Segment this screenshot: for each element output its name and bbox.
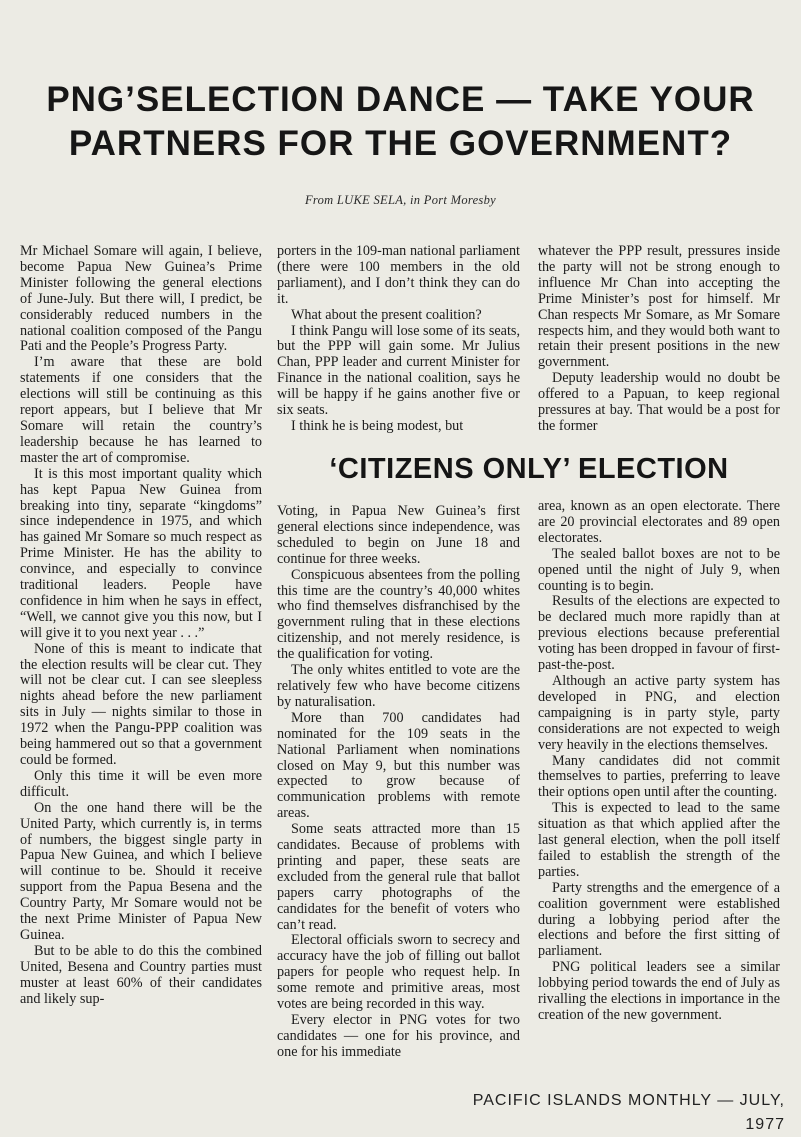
paragraph: On the one hand there will be the United Party, which currently is, in terms of numbers, the biggest single party in Papua New Guinea, and which I believe will continue to be. Should it receive support from the Papua Besena and the Country Party, Mr Somare would not be the next Prime Minister of Papua New Guinea. [20, 799, 262, 943]
paragraph: Conspicuous absentees from the polling this time are the country’s 40,000 whites who find themselves disfranchised by the government ruling that in these elections citizenship, and not merely residence, is the qualification for voting. [277, 566, 520, 663]
paragraph: area, known as an open electorate. There are 20 provincial electorates and 89 open electorates. [538, 498, 780, 546]
article-column-3 [538, 244, 780, 442]
paragraph: I’m aware that these are bold statements if one considers that the elections will still be continuing as this report appears, but I believe that Mr Somare will retain the country’s leadership because he has learned to master the art of compromise. [20, 354, 262, 466]
paragraph: Mr Michael Somare will again, I believe, become Papua New Guinea’s Prime Minister following the general elections of June-July. But there will, I predict, be considerably reduced numbers in the national coalition composed of the Pangu Pati and the People’s Progress Party. [20, 243, 262, 355]
paragraph: It is this most important quality which has kept Papua New Guinea from breaking into tiny, separate “kingdoms” since independence in 1975, and which has gained Mr Somare so much respect as Prime Minister. He has the ability to convince, and especially to convince traditional leaders. People have confidence in him when he says in effect, “Well, we cannot give you this now, but I will give it to you next year . . .” [20, 465, 262, 641]
paragraph: None of this is meant to indicate that the election results will be clear cut. They will not be clear cut. I can see sleepless nights ahead before the new parliament sits in July — nights similar to those in 1972 when the Pangu-PPP coalition was being hammered out so that a government could be formed. [20, 640, 262, 768]
paragraph: Results of the elections are expected to be declared much more rapidly than at previous elections because preferential voting has been dropped in favour of first-past-the-post. [538, 593, 780, 674]
paragraph: porters in the 109-man national parliament (there were 100 members in the old parliament), and I don’t think they can do it. [277, 243, 520, 307]
paragraph: Electoral officials sworn to secrecy and accuracy have the job of filling out ballot papers for people who request help. In some remote and primitive areas, most votes are being recorded in this way. [277, 932, 520, 1013]
paragraph: Many candidates did not commit themselves to parties, preferring to leave their options open until after the counting. [538, 752, 780, 801]
paragraph: Party strengths and the emergence of a coalition government were established during a lobbying period after the elections and before the first sitting of parliament. [538, 879, 780, 960]
sidebar-heading: ‘CITIZENS ONLY’ ELECTION [329, 453, 729, 485]
article-column-1 [20, 244, 262, 1090]
paragraph: Every elector in PNG votes for two candidates — one for his province, and one for his immediate [277, 1012, 520, 1060]
paragraph: I think Pangu will lose some of its seats, but the PPP will gain some. Mr Julius Chan, PPP leader and current Minister for Finance in the national coalition, says he will be happy if he gains another five or six seats. [277, 322, 520, 419]
paragraph: Although an active party system has developed in PNG, and election campaigning is in party style, party considerations are not expected to weigh very heavily in the elections themselves. [538, 672, 780, 753]
paragraph: The only whites entitled to vote are the relatively few who have become citizens by naturalisation. [277, 662, 520, 710]
sidebar-column-2 [538, 499, 780, 1087]
byline: From LUKE SELA, in Port Moresby [304, 193, 496, 207]
headline-line-1: PNG’SELECTION DANCE — TAKE YOUR [46, 80, 755, 119]
paragraph: PNG political leaders see a similar lobbying period towards the end of July as rivalling the elections in importance in the creation of the new government. [538, 959, 780, 1023]
paragraph: This is expected to lead to the same situation as that which applied after the last general election, when the poll itself failed to establish the strength of the parties. [538, 800, 780, 880]
paragraph: But to be able to do this the combined United, Besena and Country parties must muster at least 60% of their candidates and likely sup- [20, 942, 262, 1007]
paragraph: whatever the PPP result, pressures inside the party will not be strong enough to influence Mr Chan into accepting the Prime Minister’s post for himself. Mr Chan respects Mr Somare, as Mr Somare respects him, and they would both want to retain their present positions in the new government. [538, 243, 780, 371]
sidebar-column-1 [277, 504, 520, 1090]
paragraph: Voting, in Papua New Guinea’s first general elections since independence, was scheduled to begin on June 18 and continue for three weeks. [277, 503, 520, 567]
headline-line-2: PARTNERS FOR THE GOVERNMENT? [68, 124, 733, 163]
running-foot: PACIFIC ISLANDS MONTHLY — JULY, 1977 [472, 1092, 785, 1133]
headline [10, 78, 791, 166]
paragraph: What about the present coalition? [291, 306, 482, 323]
paragraph: I think he is being modest, but [291, 417, 464, 434]
paragraph: The sealed ballot boxes are not to be opened until the night of July 9, when counting is to begin. [538, 545, 780, 594]
article-column-2 [277, 244, 520, 442]
paragraph: Only this time it will be even more difficult. [20, 767, 262, 800]
paragraph: Some seats attracted more than 15 candidates. Because of problems with printing and paper, these seats are excluded from the general rule that ballot papers carry photographs of the candidates for the benefit of voters who can’t read. [277, 821, 520, 933]
paragraph: Deputy leadership would no doubt be offered to a Papuan, to keep regional pressures at bay. That would be a post for the former [538, 370, 780, 434]
paragraph: More than 700 candidates had nominated for the 109 seats in the National Parliament when nominations closed on May 9, but this number was expected to grow because of communication problems with remote areas. [277, 709, 520, 822]
